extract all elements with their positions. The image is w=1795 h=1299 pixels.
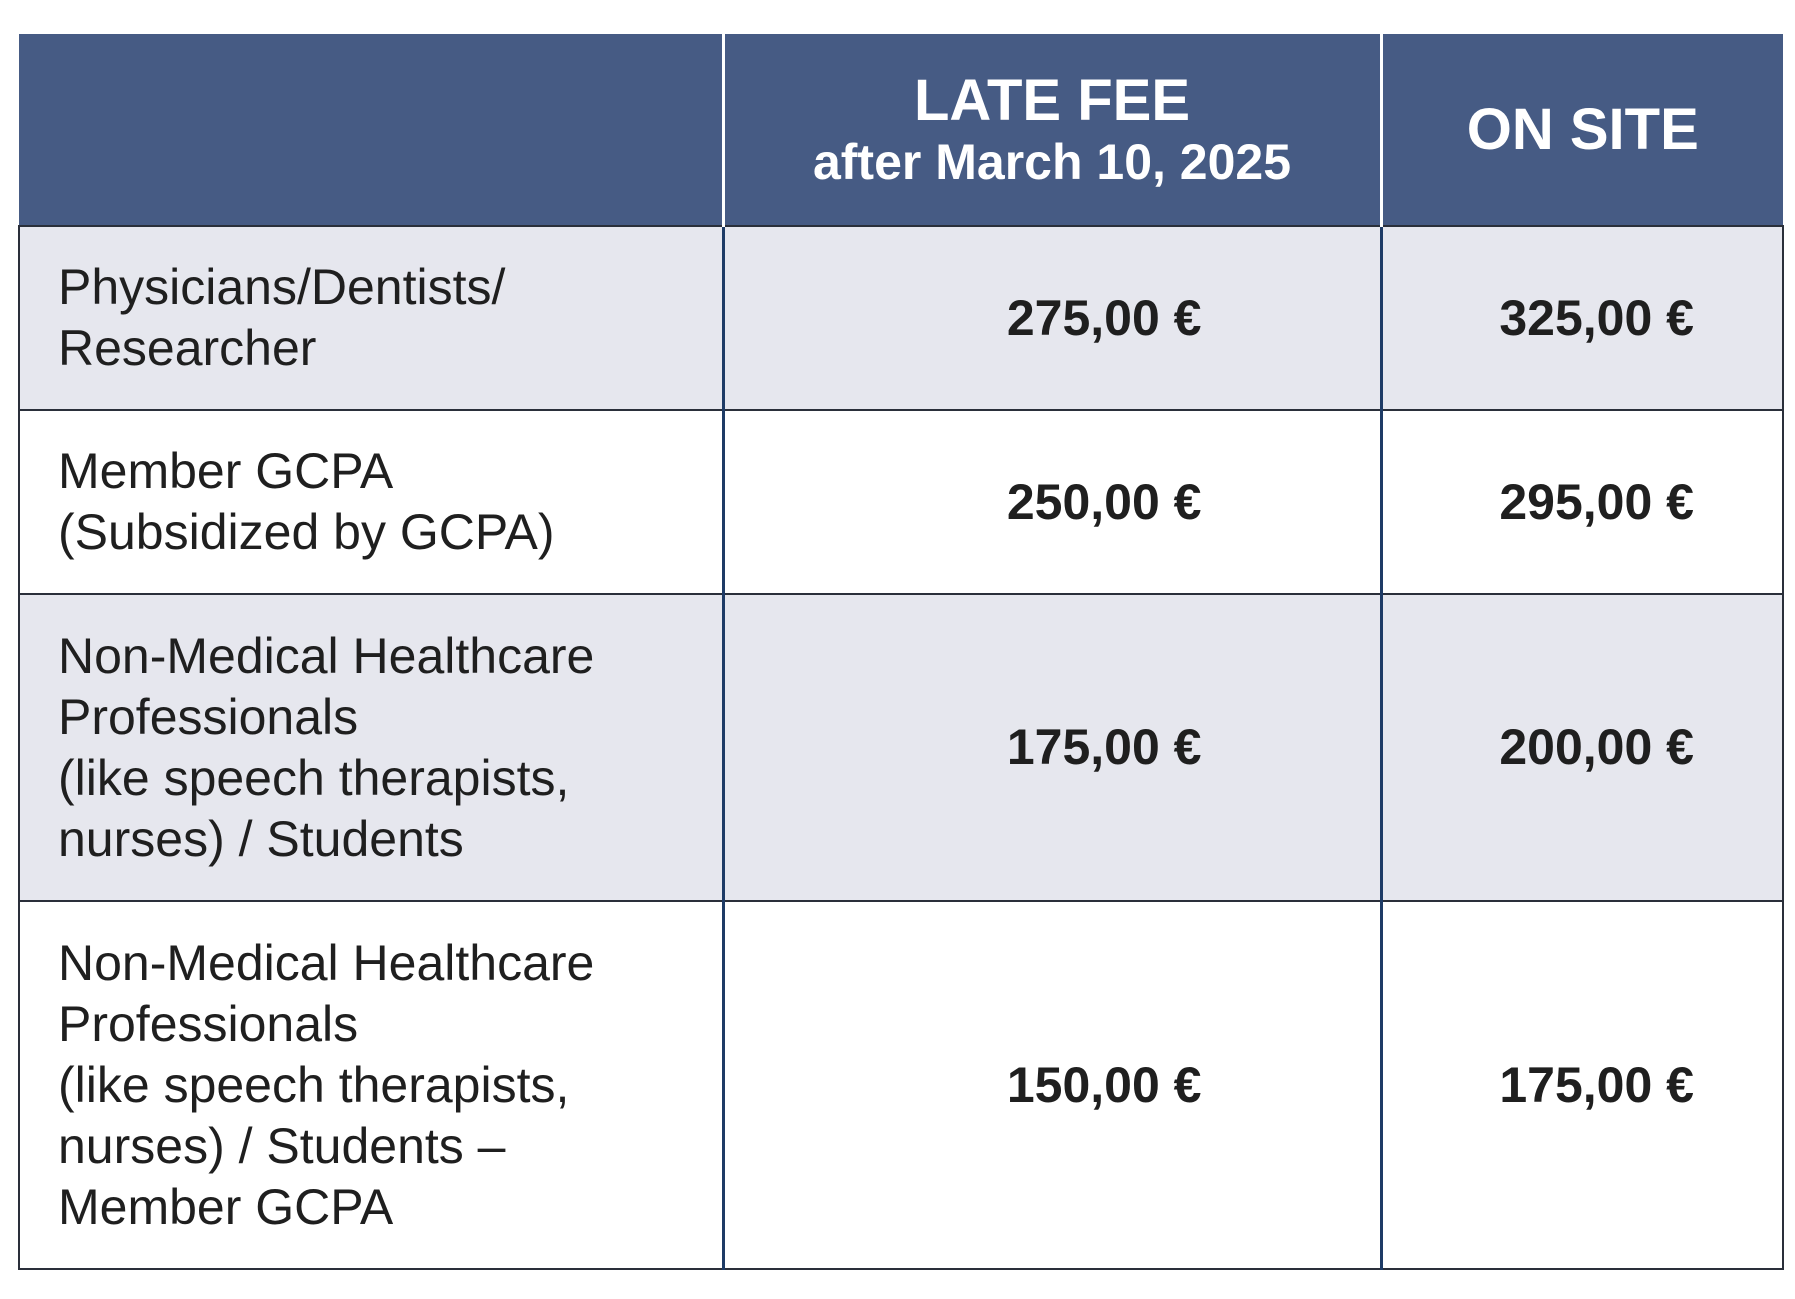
on-site-price: 295,00 € [1381,410,1783,594]
table-row [19,226,1783,410]
on-site-price: 325,00 € [1381,226,1783,410]
late-fee-price: 275,00 € [723,226,1381,410]
category-cell: Non-Medical Healthcare Professionals (like speech therapists, nurses) / Students – Member GCPA [19,901,723,1269]
category-cell: Non-Medical Healthcare Professionals (like speech therapists, nurses) / Students [19,594,723,901]
category-cell: Physicians/Dentists/ Researcher [19,226,723,410]
late-fee-price: 150,00 € [723,901,1381,1269]
late-fee-price: 250,00 € [723,410,1381,594]
late-fee-title: LATE FEE [913,67,1191,133]
header-row [19,34,1783,226]
table-row [19,410,1783,594]
on-site-title: ON SITE [1466,96,1699,162]
category-cell: Member GCPA (Subsidized by GCPA) [19,410,723,594]
on-site-price: 200,00 € [1381,594,1783,901]
fee-table [18,34,1784,1270]
on-site-price: 175,00 € [1381,901,1783,1269]
late-fee-price: 175,00 € [723,594,1381,901]
header-late-fee [723,34,1381,226]
table-row [19,594,1783,901]
late-fee-subtitle: after March 10, 2025 [812,133,1292,190]
table-row [19,901,1783,1269]
header-corner-cell [19,34,723,226]
header-on-site [1381,34,1783,226]
